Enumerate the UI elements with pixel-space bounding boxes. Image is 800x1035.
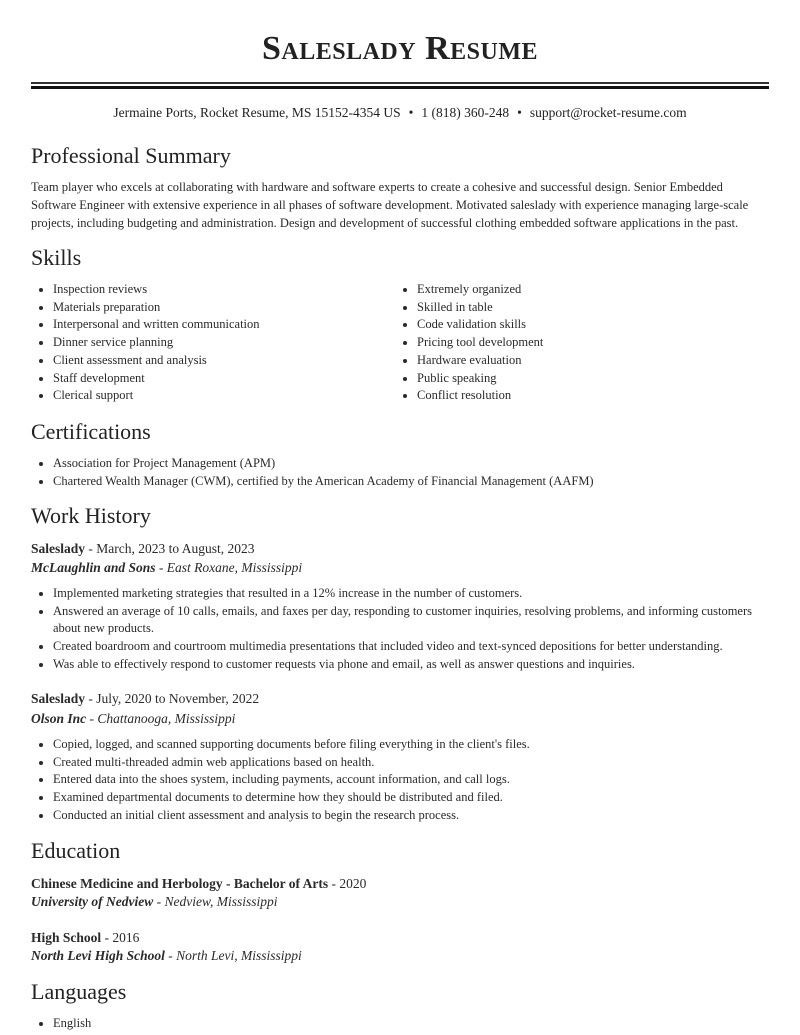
job-title: Saleslady bbox=[31, 691, 86, 706]
skill-item: • Hardware evaluation bbox=[417, 352, 767, 370]
education-school-line bbox=[31, 893, 277, 911]
skill-item: • Conflict resolution bbox=[417, 387, 767, 405]
job-location: East Roxane, Mississippi bbox=[166, 560, 303, 575]
skill-item: • Client assessment and analysis bbox=[53, 352, 393, 370]
job-dates: July, 2020 to November, 2022 bbox=[96, 691, 260, 706]
contact-line bbox=[31, 104, 769, 122]
skill-item: • Clerical support bbox=[53, 387, 393, 405]
skill-item: • Staff development bbox=[53, 370, 393, 388]
education-year: 2020 bbox=[339, 876, 367, 891]
education-degree-line bbox=[31, 875, 366, 893]
dash: - bbox=[85, 691, 97, 706]
skill-item: • Extremely organized bbox=[417, 281, 767, 299]
dash: - bbox=[155, 560, 167, 575]
job-bullet: • Conducted an initial client assessment and analysis to begin the research process. bbox=[53, 807, 769, 825]
education-degree: Chinese Medicine and Herbology - Bachelor of Arts bbox=[31, 876, 329, 891]
dash: - bbox=[153, 894, 165, 909]
skills-heading: Skills bbox=[31, 245, 82, 270]
skills-list-right bbox=[395, 281, 767, 405]
skill-item: • Inspection reviews bbox=[53, 281, 393, 299]
education-location: North Levi, Mississippi bbox=[176, 948, 302, 963]
dash: - bbox=[86, 711, 98, 726]
languages-heading: Languages bbox=[31, 979, 127, 1004]
contact-address: Jermaine Ports, Rocket Resume, MS 15152-4354 US bbox=[113, 105, 401, 120]
skill-item: • Interpersonal and written communication bbox=[53, 316, 393, 334]
job-bullet: • Answered an average of 10 calls, emails, and faxes per day, responding to customer inquiries, resolving problems, and informing customers about new products. bbox=[53, 603, 769, 638]
job-company-line bbox=[31, 710, 235, 728]
summary-heading: Professional Summary bbox=[31, 143, 231, 168]
job-title-line bbox=[31, 540, 255, 558]
skill-item: • Materials preparation bbox=[53, 299, 393, 317]
job-company: Olson Inc bbox=[31, 711, 87, 726]
job-bullets bbox=[31, 585, 769, 674]
job-bullet: • Implemented marketing strategies that resulted in a 12% increase in the number of customers. bbox=[53, 585, 769, 603]
job-dates: March, 2023 to August, 2023 bbox=[96, 541, 255, 556]
job-location: Chattanooga, Mississippi bbox=[97, 711, 236, 726]
header-rule-thin bbox=[31, 82, 769, 84]
bullet-separator: • bbox=[517, 105, 522, 120]
work-history-heading: Work History bbox=[31, 503, 151, 528]
education-school: North Levi High School bbox=[31, 948, 165, 963]
certifications-heading: Certifications bbox=[31, 419, 151, 444]
education-location: Nedview, Mississippi bbox=[164, 894, 278, 909]
skill-item: • Code validation skills bbox=[417, 316, 767, 334]
dash: - bbox=[101, 930, 113, 945]
skill-item: • Pricing tool development bbox=[417, 334, 767, 352]
job-bullet: • Examined departmental documents to determine how they should be distributed and filed. bbox=[53, 789, 769, 807]
dash: - bbox=[164, 948, 177, 963]
job-bullet: • Entered data into the shoes system, including payments, account information, and call logs. bbox=[53, 771, 769, 789]
header-rule-thick bbox=[31, 86, 769, 89]
bullet-separator: • bbox=[408, 105, 414, 120]
job-company-line bbox=[31, 559, 302, 577]
languages-list bbox=[31, 1015, 769, 1033]
education-school: University of Nedview bbox=[31, 894, 154, 909]
job-title: Saleslady bbox=[31, 541, 86, 556]
job-bullet: • Copied, logged, and scanned supporting documents before filing everything in the client's files. bbox=[53, 736, 769, 754]
job-bullet: • Created boardroom and courtroom multimedia presentations that included video and text-synced depositions for better understanding. bbox=[53, 638, 769, 656]
dash: - bbox=[328, 876, 340, 891]
job-title-line bbox=[31, 690, 259, 708]
job-bullets bbox=[31, 736, 769, 825]
skill-item: • Public speaking bbox=[417, 370, 767, 388]
job-bullet: • Created multi-threaded admin web applications based on health. bbox=[53, 754, 769, 772]
education-degree: High School bbox=[31, 930, 102, 945]
education-year: 2016 bbox=[112, 930, 140, 945]
certifications-list bbox=[31, 455, 791, 490]
skill-item: • Skilled in table bbox=[417, 299, 767, 317]
certification-item: • Association for Project Management (APM) bbox=[53, 455, 791, 473]
job-company: McLaughlin and Sons bbox=[31, 560, 156, 575]
education-degree-line bbox=[31, 929, 139, 947]
education-school-line bbox=[31, 947, 302, 965]
certification-item: • Chartered Wealth Manager (CWM), certified by the American Academy of Financial Management (AAFM) bbox=[53, 473, 791, 491]
summary-text: Team player who excels at collaborating with hardware and software experts to create a cohesive and successful design. Senior Embedded Software Engineer with extensive experience in all phases of software development. Motivated saleslady with experience managing large-scale projects, including budgeting and administration. Design and development of successful clothing embedded software applications in the past. bbox=[31, 180, 749, 230]
dash: - bbox=[85, 541, 97, 556]
resume-title: Saleslady Resume bbox=[261, 30, 538, 67]
skill-item: • Dinner service planning bbox=[53, 334, 393, 352]
contact-email[interactable]: support@rocket-resume.com bbox=[529, 105, 687, 120]
job-bullet: • Was able to effectively respond to customer requests via phone and email, as well as answer questions and inquiries. bbox=[53, 656, 769, 674]
contact-phone: 1 (818) 360-248 bbox=[421, 105, 510, 120]
skills-list-left bbox=[31, 281, 393, 405]
language-item: • English bbox=[53, 1015, 769, 1033]
education-heading: Education bbox=[31, 838, 121, 863]
